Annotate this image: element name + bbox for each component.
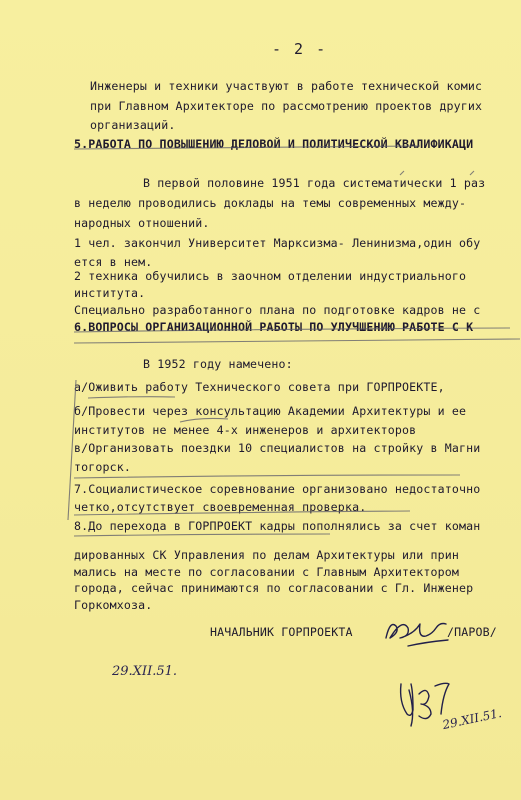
text-line: в неделю проводились доклады на темы современных между- bbox=[74, 196, 467, 210]
text-line: ется в нем. bbox=[74, 255, 153, 269]
text-line: Специально разработанного плана по подготовке кадров не с bbox=[74, 303, 481, 317]
text-line: 7.Социалистическое соревнование организовано недостаточно bbox=[74, 482, 481, 496]
text-line: организаций. bbox=[90, 118, 176, 132]
text-line: четко,отсутствует своевременная проверка. bbox=[74, 500, 367, 514]
handwritten-date-2: 29.XII.51. bbox=[441, 705, 503, 733]
text-line: 2 техника обучились в заочном отделении индустриального bbox=[74, 269, 467, 283]
text-line: в/Организовать поездки 10 специалистов на стройку в Магни bbox=[74, 441, 481, 455]
text-line: мались на месте по согласовании с Главным Архитектором bbox=[74, 565, 460, 579]
text-line: институтов не менее 4-х инженеров и архитекторов bbox=[74, 423, 417, 437]
section-heading-6: 6.ВОПРОСЫ ОРГАНИЗАЦИОННОЙ РАБОТЫ ПО УЛУЧШЕНИЮ РАБОТЕ С К bbox=[74, 320, 474, 334]
text-line: б/Провести через консультацию Академии Архитектуры и ее bbox=[74, 404, 467, 418]
text-line: В первой половине 1951 года систематически 1 раз bbox=[143, 176, 486, 190]
text-line: народных отношений. bbox=[74, 216, 210, 230]
text-line: при Главном Архитекторе по рассмотрению проектов других bbox=[90, 99, 483, 113]
text-line: Горкомхоза. bbox=[74, 598, 153, 612]
text-line: 1 чел. закончил Университет Марксизма- Ленинизма,один обу bbox=[74, 236, 481, 250]
text-line: дированных СК Управления по делам Архитектуры или прин bbox=[74, 548, 460, 562]
text-line: 8.До перехода в ГОРПРОЕКТ кадры пополнялись за счет коман bbox=[74, 519, 481, 533]
text-line: тогорск. bbox=[74, 460, 132, 474]
signature-label: НАЧАЛЬНИК ГОРПРОЕКТА bbox=[210, 625, 353, 639]
text-line: Инженеры и техники участвуют в работе технической комис bbox=[90, 79, 483, 93]
text-line: В 1952 году намечено: bbox=[143, 357, 293, 371]
text-line: института. bbox=[74, 286, 146, 300]
text-line: города, сейчас принимаются по согласовании с Гл. Инженер bbox=[74, 581, 474, 595]
section-heading-5: 5.РАБОТА ПО ПОВЫШЕНИЮ ДЕЛОВОЙ И ПОЛИТИЧЕСКОЙ КВАЛИФИКАЦИ bbox=[74, 137, 474, 151]
page-number: - 2 - bbox=[272, 40, 328, 58]
signature-name: /ПАРОВ/ bbox=[447, 625, 497, 639]
handwritten-date-1: 29.XII.51. bbox=[112, 664, 178, 679]
signature-scribble bbox=[378, 612, 458, 652]
text-line: а/Оживить работу Технического совета при ГОРПРОЕКТЕ, bbox=[74, 380, 445, 394]
